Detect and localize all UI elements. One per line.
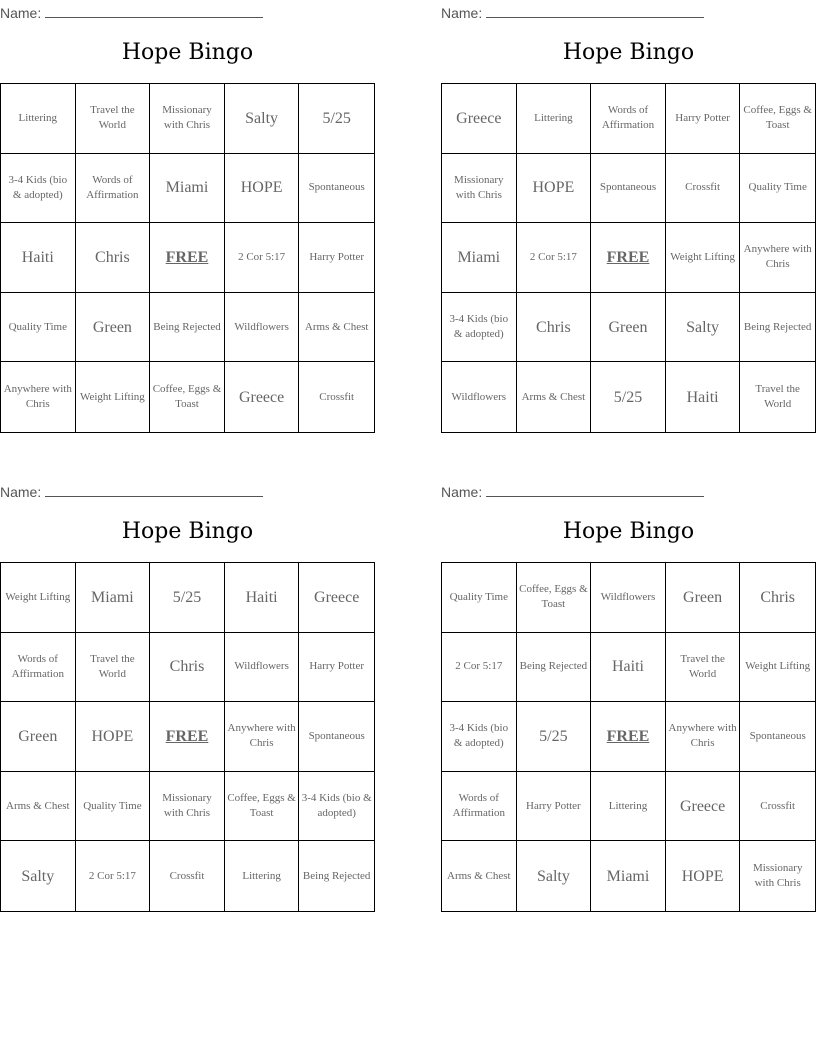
bingo-cell[interactable]: Quality Time xyxy=(1,293,76,363)
free-cell[interactable]: FREE xyxy=(150,223,225,293)
bingo-cell[interactable]: Travel the World xyxy=(76,84,151,154)
bingo-cell[interactable]: Chris xyxy=(517,293,592,363)
free-cell[interactable]: FREE xyxy=(591,702,666,772)
bingo-cell[interactable]: Anywhere with Chris xyxy=(1,362,76,432)
bingo-cell[interactable]: Wildflowers xyxy=(225,293,300,363)
bingo-cell[interactable]: Weight Lifting xyxy=(740,633,815,703)
bingo-cell[interactable]: Miami xyxy=(150,154,225,224)
name-field[interactable] xyxy=(0,482,263,500)
bingo-cell[interactable]: Wildflowers xyxy=(591,563,666,633)
free-cell[interactable]: FREE xyxy=(591,223,666,293)
bingo-cell[interactable]: 5/25 xyxy=(299,84,374,154)
bingo-cell[interactable]: Coffee, Eggs & Toast xyxy=(225,772,300,842)
bingo-cell[interactable]: Greece xyxy=(225,362,300,432)
bingo-cell[interactable]: Green xyxy=(591,293,666,363)
bingo-card xyxy=(441,0,816,440)
bingo-cell[interactable]: 3-4 Kids (bio & adopted) xyxy=(442,293,517,363)
bingo-cell[interactable]: Arms & Chest xyxy=(517,362,592,432)
bingo-cell[interactable]: Arms & Chest xyxy=(1,772,76,842)
bingo-cell[interactable]: Spontaneous xyxy=(591,154,666,224)
bingo-cell[interactable]: Words of Affirmation xyxy=(76,154,151,224)
bingo-cell[interactable]: Littering xyxy=(591,772,666,842)
bingo-cell[interactable]: Missionary with Chris xyxy=(150,772,225,842)
bingo-cell[interactable]: Haiti xyxy=(1,223,76,293)
bingo-cell[interactable]: Harry Potter xyxy=(517,772,592,842)
bingo-cell[interactable]: 2 Cor 5:17 xyxy=(442,633,517,703)
bingo-cell[interactable]: Travel the World xyxy=(76,633,151,703)
bingo-cell[interactable]: Missionary with Chris xyxy=(150,84,225,154)
bingo-cell[interactable]: Chris xyxy=(150,633,225,703)
bingo-cell[interactable]: Quality Time xyxy=(740,154,815,224)
bingo-cell[interactable]: Anywhere with Chris xyxy=(740,223,815,293)
bingo-cell[interactable]: HOPE xyxy=(517,154,592,224)
card-title: Hope Bingo xyxy=(562,40,695,65)
bingo-cell[interactable]: Coffee, Eggs & Toast xyxy=(740,84,815,154)
bingo-cell[interactable]: Salty xyxy=(1,841,76,911)
bingo-cell[interactable]: 3-4 Kids (bio & adopted) xyxy=(1,154,76,224)
bingo-cell[interactable]: Missionary with Chris xyxy=(752,862,803,890)
name-line[interactable] xyxy=(45,3,263,18)
bingo-cell[interactable]: Harry Potter xyxy=(299,223,374,293)
card-title: Hope Bingo xyxy=(121,519,254,544)
bingo-cell[interactable]: 3-4 Kids (bio & adopted) xyxy=(299,772,374,842)
name-line[interactable] xyxy=(486,3,704,18)
bingo-cell[interactable]: Haiti xyxy=(591,633,666,703)
bingo-cell[interactable]: Coffee, Eggs & Toast xyxy=(517,563,592,633)
name-label: Name: xyxy=(0,5,42,21)
bingo-card xyxy=(0,0,375,440)
bingo-cell[interactable]: Littering xyxy=(225,841,300,911)
bingo-cell[interactable]: Being Rejected xyxy=(150,293,225,363)
name-field[interactable] xyxy=(441,3,704,21)
bingo-cell[interactable]: Greece xyxy=(442,84,517,154)
card-title: Hope Bingo xyxy=(121,40,254,65)
bingo-cell[interactable]: Green xyxy=(1,702,76,772)
bingo-grid xyxy=(441,83,816,433)
bingo-cell[interactable]: Littering xyxy=(1,84,76,154)
bingo-cell[interactable]: Missionary with Chris xyxy=(442,154,517,224)
bingo-cell[interactable]: Crossfit xyxy=(666,154,741,224)
bingo-cell[interactable]: Crossfit xyxy=(740,772,815,842)
name-label: Name: xyxy=(0,484,42,500)
bingo-cell[interactable]: Words of Affirmation xyxy=(591,84,666,154)
bingo-cell[interactable]: Haiti xyxy=(225,563,300,633)
bingo-cell[interactable]: Green xyxy=(76,293,151,363)
bingo-cell[interactable]: Miami xyxy=(76,563,151,633)
bingo-cell[interactable]: Harry Potter xyxy=(666,84,741,154)
card-title: Hope Bingo xyxy=(562,519,695,544)
bingo-cell[interactable]: 3-4 Kids (bio & adopted) xyxy=(442,702,517,772)
bingo-cell[interactable]: Arms & Chest xyxy=(299,293,374,363)
bingo-cell[interactable]: Words of Affirmation xyxy=(442,772,517,842)
bingo-cell[interactable]: Wildflowers xyxy=(225,633,300,703)
bingo-cell[interactable]: Miami xyxy=(442,223,517,293)
bingo-cell[interactable]: HOPE xyxy=(225,154,300,224)
name-label: Name: xyxy=(441,484,483,500)
bingo-cell[interactable]: Weight Lifting xyxy=(666,223,741,293)
bingo-cell[interactable]: Crossfit xyxy=(319,390,355,403)
bingo-cell[interactable]: Greece xyxy=(666,772,741,842)
bingo-cell[interactable]: Being Rejected xyxy=(517,633,592,703)
bingo-cell[interactable]: Words of Affirmation xyxy=(1,633,76,703)
bingo-cell[interactable]: Coffee, Eggs & Toast xyxy=(150,362,225,432)
name-label: Name: xyxy=(441,5,483,21)
bingo-cell[interactable]: Harry Potter xyxy=(299,633,374,703)
bingo-cell[interactable]: Salty xyxy=(225,84,300,154)
bingo-cell[interactable]: Weight Lifting xyxy=(1,563,76,633)
name-line[interactable] xyxy=(486,482,704,497)
bingo-cell[interactable]: 2 Cor 5:17 xyxy=(517,223,592,293)
bingo-cell[interactable]: Spontaneous xyxy=(740,702,815,772)
bingo-cell[interactable]: Greece xyxy=(299,563,374,633)
free-cell[interactable]: FREE xyxy=(150,702,225,772)
bingo-grid xyxy=(0,562,375,912)
bingo-card xyxy=(441,479,816,919)
bingo-cell[interactable]: Chris xyxy=(740,563,815,633)
name-line[interactable] xyxy=(45,482,263,497)
bingo-grid xyxy=(0,83,375,433)
bingo-cell[interactable]: Green xyxy=(666,563,741,633)
bingo-cell[interactable]: Littering xyxy=(517,84,592,154)
bingo-cell[interactable]: 5/25 xyxy=(517,702,592,772)
bingo-cell[interactable]: Spontaneous xyxy=(299,702,374,772)
name-field[interactable] xyxy=(441,482,704,500)
bingo-cell[interactable]: Miami xyxy=(591,841,666,911)
bingo-card xyxy=(0,479,375,919)
bingo-cell[interactable]: Quality Time xyxy=(76,772,151,842)
bingo-cell[interactable]: Travel the World xyxy=(755,383,800,411)
bingo-cell[interactable]: Weight Lifting xyxy=(76,362,151,432)
bingo-cell[interactable]: Salty xyxy=(666,293,741,363)
bingo-cell[interactable]: Anywhere with Chris xyxy=(225,702,300,772)
bingo-cell[interactable]: HOPE xyxy=(666,841,741,911)
bingo-cell[interactable]: Wildflowers xyxy=(442,362,517,432)
bingo-cell[interactable]: Quality Time xyxy=(442,563,517,633)
bingo-cell[interactable]: Crossfit xyxy=(150,841,225,911)
bingo-cell[interactable]: Travel the World xyxy=(666,633,741,703)
bingo-cell[interactable]: Spontaneous xyxy=(299,154,374,224)
bingo-cell[interactable]: Haiti xyxy=(666,362,741,432)
bingo-grid xyxy=(441,562,816,912)
bingo-cell[interactable]: Arms & Chest xyxy=(442,841,517,911)
bingo-cell[interactable]: HOPE xyxy=(76,702,151,772)
bingo-cell[interactable]: 5/25 xyxy=(591,362,666,432)
bingo-cell[interactable]: 2 Cor 5:17 xyxy=(76,841,151,911)
bingo-cell[interactable]: Chris xyxy=(76,223,151,293)
bingo-cell[interactable]: Being Rejected xyxy=(302,869,371,882)
bingo-cell[interactable]: Anywhere with Chris xyxy=(666,702,741,772)
bingo-cell[interactable]: Being Rejected xyxy=(740,293,815,363)
name-field[interactable] xyxy=(0,3,263,21)
bingo-cell[interactable]: 2 Cor 5:17 xyxy=(225,223,300,293)
bingo-cell[interactable]: Salty xyxy=(517,841,592,911)
bingo-cell[interactable]: 5/25 xyxy=(150,563,225,633)
